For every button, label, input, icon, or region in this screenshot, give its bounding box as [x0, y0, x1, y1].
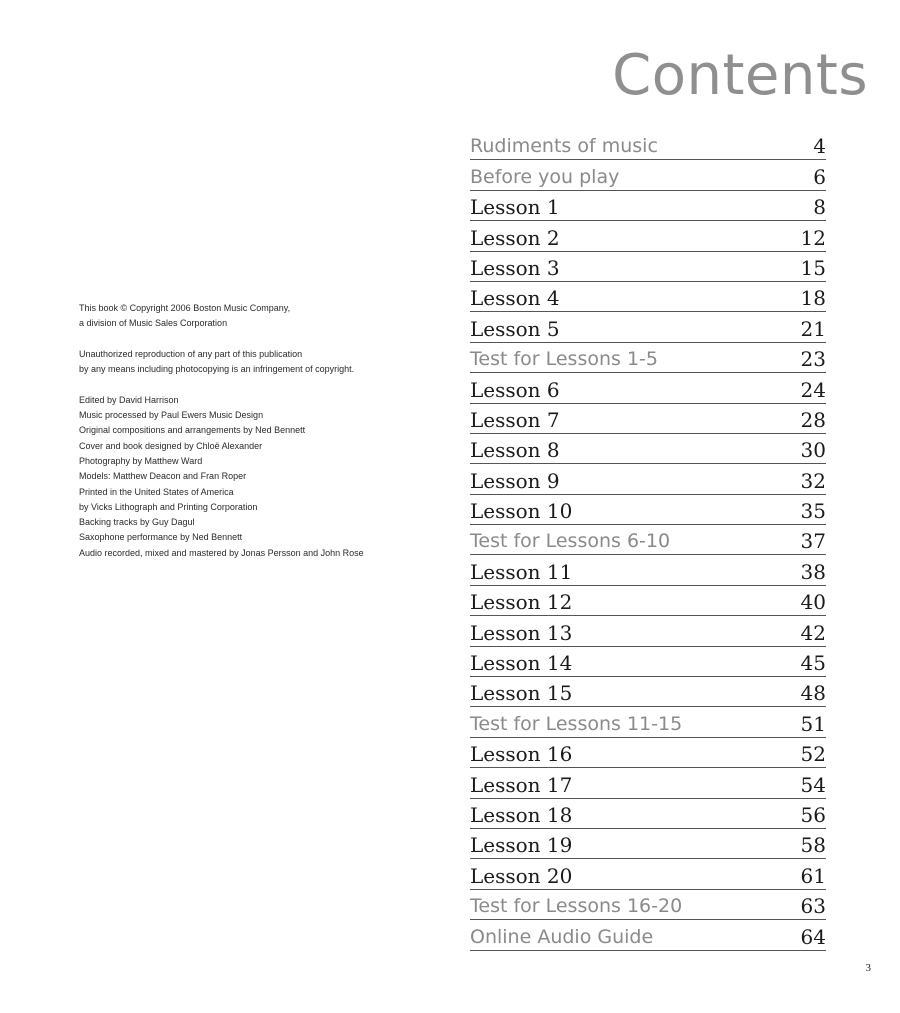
toc-entry-page: 63: [800, 894, 826, 919]
toc-entry-page: 37: [800, 529, 826, 554]
toc-entry-title: Lesson 19: [470, 833, 573, 858]
toc-entry: [470, 890, 826, 920]
copyright-credits: [79, 301, 439, 561]
toc-entry-page: 32: [800, 468, 826, 493]
toc-entry: [470, 434, 826, 464]
toc-entry-page: 8: [813, 195, 826, 220]
toc-entry-title: Test for Lessons 11-15: [470, 712, 683, 735]
credit-line: Edited by David Harrison: [79, 394, 179, 405]
toc-entry: [470, 191, 826, 221]
toc-entry-title: Lesson 4: [470, 286, 560, 311]
toc-entry-page: 4: [813, 134, 826, 159]
toc-entry: [470, 282, 826, 312]
toc-entry-page: 21: [800, 316, 826, 341]
toc-entry: [470, 404, 826, 434]
toc-entry-title: Lesson 14: [470, 651, 573, 676]
toc-entry: [470, 738, 826, 768]
toc-entry-title: Lesson 5: [470, 316, 560, 341]
toc-entry-page: 61: [800, 863, 826, 888]
toc-entry-page: 24: [800, 377, 826, 402]
toc-entry-page: 52: [800, 742, 826, 767]
toc-entry-title: Lesson 7: [470, 407, 560, 432]
toc-entry: [470, 799, 826, 829]
toc-entry-title: Lesson 15: [470, 681, 573, 706]
toc-entry-title: Lesson 16: [470, 742, 573, 767]
credit-line: Models: Matthew Deacon and Fran Roper: [79, 471, 247, 482]
credit-line: a division of Music Sales Corporation: [79, 318, 228, 329]
toc-entry: [470, 920, 826, 950]
toc-entry-title: Rudiments of music: [470, 135, 658, 158]
credit-line: Original compositions and arrangements by Ned Bennett: [79, 425, 306, 436]
toc-entry-title: Lesson 13: [470, 620, 573, 645]
toc-entry-page: 45: [800, 651, 826, 676]
toc-entry: [470, 130, 826, 160]
credit-line: by any means including photocopying is an infringement of copyright.: [79, 364, 355, 375]
credit-line: Backing tracks by Guy Dagul: [79, 517, 195, 528]
toc-entry-title: Lesson 1: [470, 195, 560, 220]
toc-entry: [470, 768, 826, 798]
page-number: 3: [865, 962, 871, 974]
credit-line: Cover and book designed by Chloë Alexander: [79, 440, 263, 451]
toc-entry: [470, 373, 826, 403]
credit-line: Printed in the United States of America: [79, 486, 234, 497]
toc-entry-title: Before you play: [470, 165, 620, 188]
toc-entry: [470, 464, 826, 494]
toc-entry: [470, 707, 826, 737]
toc-entry: [470, 160, 826, 190]
toc-entry-title: Lesson 11: [470, 559, 573, 584]
credit-line: Music processed by Paul Ewers Music Design: [79, 410, 264, 421]
toc-entry: [470, 312, 826, 342]
toc-entry-title: Lesson 10: [470, 499, 573, 524]
toc-entry-page: 54: [800, 772, 826, 797]
credit-line: by Vicks Lithograph and Printing Corporation: [79, 501, 258, 512]
toc-entry: [470, 343, 826, 373]
toc-entry-page: 48: [800, 681, 826, 706]
toc-entry: [470, 647, 826, 677]
toc-entry-title: Online Audio Guide: [470, 925, 654, 948]
toc-entry-title: Test for Lessons 6-10: [470, 530, 671, 553]
credit-line: Photography by Matthew Ward: [79, 455, 203, 466]
toc-entry-page: 56: [800, 802, 826, 827]
toc-entry-page: 51: [800, 711, 826, 736]
page-title: Contents: [612, 43, 868, 108]
toc-entry-page: 58: [800, 833, 826, 858]
credit-spacer: [79, 332, 439, 347]
toc-entry-page: 35: [800, 499, 826, 524]
toc-entry: [470, 495, 826, 525]
toc-entry-title: Lesson 12: [470, 590, 573, 615]
toc-entry-title: Lesson 18: [470, 802, 573, 827]
toc-entry-page: 12: [800, 225, 826, 250]
toc-entry-title: Lesson 9: [470, 468, 560, 493]
toc-entry-page: 64: [800, 924, 826, 949]
table-of-contents: [470, 130, 826, 951]
toc-entry-page: 15: [800, 255, 826, 280]
credit-line: Audio recorded, mixed and mastered by Jonas Persson and John Rose: [79, 547, 364, 558]
toc-entry-page: 30: [800, 438, 826, 463]
toc-entry: [470, 525, 826, 555]
credit-line: Saxophone performance by Ned Bennett: [79, 532, 243, 543]
toc-entry: [470, 555, 826, 585]
toc-entry-title: Lesson 8: [470, 438, 560, 463]
toc-entry-title: Lesson 3: [470, 255, 560, 280]
toc-entry-page: 18: [800, 286, 826, 311]
credit-line: Unauthorized reproduction of any part of this publication: [79, 348, 303, 359]
toc-entry-title: Test for Lessons 16-20: [470, 895, 683, 918]
toc-entry-page: 42: [800, 620, 826, 645]
toc-entry: [470, 616, 826, 646]
credit-spacer: [79, 377, 439, 392]
toc-entry-title: Test for Lessons 1-5: [470, 348, 658, 371]
toc-entry: [470, 859, 826, 889]
credit-line: This book © Copyright 2006 Boston Music Company,: [79, 303, 291, 313]
toc-entry-page: 28: [800, 407, 826, 432]
toc-entry-page: 23: [800, 347, 826, 372]
toc-entry: [470, 586, 826, 616]
toc-entry-page: 40: [800, 590, 826, 615]
toc-entry: [470, 829, 826, 859]
toc-entry-page: 6: [813, 164, 826, 189]
toc-entry-title: Lesson 2: [470, 225, 560, 250]
toc-entry-page: 38: [800, 559, 826, 584]
toc-entry: [470, 252, 826, 282]
toc-entry: [470, 221, 826, 251]
toc-entry-title: Lesson 17: [470, 772, 573, 797]
toc-entry: [470, 677, 826, 707]
toc-entry-title: Lesson 20: [470, 863, 573, 888]
toc-entry-title: Lesson 6: [470, 377, 560, 402]
